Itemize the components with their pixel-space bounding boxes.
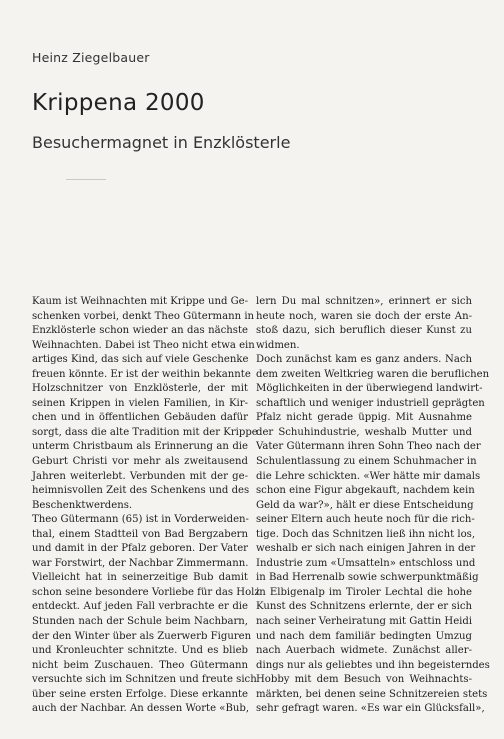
right-text-column (256, 295, 490, 717)
text-line: die Lehre schickten. «Wer hätte mir damals (256, 470, 481, 482)
text-line: Doch zunächst kam es ganz anders. Nach (256, 354, 472, 366)
text-line: schaftlich und weniger industriell geprägten (256, 397, 485, 409)
text-line: artiges Kind, das sich auf viele Geschenke (32, 354, 249, 366)
text-line: weshalb er sich nach einigen Jahren in der (256, 543, 476, 555)
text-line: sorgt, dass die alte Tradition mit der Krippe (32, 426, 258, 438)
text-line: Pfalz nicht gerade üppig. Mit Ausnahme (256, 412, 472, 424)
text-line: Theo Gütermann (65) ist in Vorderweiden- (32, 514, 249, 526)
text-line: Schulentlassung zu einem Schuhmacher in (256, 456, 477, 468)
text-line: heute noch, waren sie doch der erste An- (256, 310, 472, 322)
text-line: Vater Gütermann ihren Sohn Theo nach der (256, 441, 481, 453)
text-line: nach Auerbach widmete. Zunächst aller- (256, 645, 472, 657)
text-line: in Bad Herrenalb sowie schwerpunktmäßig (256, 572, 479, 584)
text-line: Stunden nach der Schule beim Nachbarn, (32, 616, 248, 628)
text-line: seiner Eltern auch heute noch für die rich- (256, 514, 475, 526)
text-line: der Schuhindustrie, weshalb Mutter und (256, 426, 472, 438)
text-line: tige. Doch das Schnitzen ließ ihn nicht los, (256, 528, 476, 540)
text-line: nach seiner Verheiratung mit Gattin Heidi (256, 616, 473, 628)
separator-mark (66, 179, 106, 180)
article-title: Krippena 2000 (32, 90, 205, 116)
text-line: Geburt Christi vor mehr als zweitausend (32, 456, 248, 468)
text-line: nicht beim Zuschauen. Theo Gütermann (32, 659, 248, 671)
text-line: widmen. (256, 339, 300, 351)
text-line: in Elbigenalp im Tiroler Lechtal die hohe (256, 586, 472, 598)
text-line: war Forstwirt, der Nachbar Zimmermann. (32, 557, 249, 569)
text-line: lern Du mal schnitzen», erinnert er sich (256, 296, 472, 307)
text-line: schenken vorbei, denkt Theo Gütermann in (32, 310, 255, 322)
text-line: entdeckt. Auf jeden Fall verbrachte er die (32, 601, 248, 613)
left-text-column (32, 295, 260, 717)
text-line: Weihnachten. Dabei ist Theo nicht etwa ein (32, 339, 255, 351)
text-line: märkten, bei denen seine Schnitzereien stets (256, 688, 488, 700)
text-line: Vielleicht hat in seinerzeitige Bub damit (32, 572, 248, 584)
text-line: und nach dem familiär bedingten Umzug (256, 630, 472, 642)
text-line: unterm Christbaum als Erinnerung an die (32, 441, 248, 453)
text-line: Enzklösterle schon wieder an das nächste (32, 325, 248, 337)
text-line: Beschenktwerdens. (32, 499, 133, 511)
text-line: Geld da war?», hält er diese Entscheidung (256, 499, 474, 511)
text-line: der den Winter über als Zuerwerb Figuren (32, 630, 252, 642)
text-line: stoß dazu, sich beruflich dieser Kunst zu (256, 325, 472, 337)
text-line: thal, einem Stadtteil von Bad Bergzabern (32, 528, 248, 540)
author-name: Heinz Ziegelbauer (32, 50, 150, 65)
text-line: Holzschnitzer von Enzklösterle, der mit (32, 383, 248, 395)
text-line: dings nur als geliebtes und ihn begeisterndes (256, 659, 490, 671)
text-line: freuen könnte. Er ist der weithin bekannte (32, 368, 251, 380)
article-subtitle: Besuchermagnet in Enzklösterle (32, 133, 291, 152)
text-line: Hobby mit dem Besuch von Weihnachts- (256, 674, 472, 686)
text-line: dem zweiten Weltkrieg waren die beruflichen (256, 368, 490, 380)
text-line: und damit in der Pfalz geboren. Der Vater (32, 543, 248, 555)
text-line: sehr gefragt waren. «Es war ein Glücksfall», (256, 703, 485, 715)
text-line: Kunst des Schnitzens erlernte, der er sich (256, 601, 472, 613)
text-line: und Kronleuchter schnitzte. Und es blieb (32, 645, 248, 657)
text-line: seinen Krippen in vielen Familien, in Kir- (32, 397, 248, 409)
text-line: Möglichkeiten in der überwiegend landwirt- (256, 383, 483, 395)
text-line: Kaum ist Weihnachten mit Krippe und Ge- (32, 296, 249, 307)
text-line: auch der Nachbar. An dessen Worte «Bub, (32, 703, 250, 715)
text-line: schon eine Figur abgekauft, nachdem kein (256, 485, 475, 497)
text-line: heimnisvollen Zeit des Schenkens und des (32, 485, 250, 497)
text-line: Industrie zum «Umsatteln» entschloss und (256, 557, 476, 569)
text-line: chen und in öffentlichen Gebäuden dafür (32, 412, 248, 424)
text-line: Jahren weiterlebt. Verbunden mit der ge- (32, 470, 248, 482)
text-line: versuchte sich im Schnitzen und freute sich (32, 674, 257, 686)
text-line: über seine ersten Erfolge. Diese erkannte (32, 688, 248, 700)
text-line: schon seine besondere Vorliebe für das Holz (32, 586, 260, 598)
